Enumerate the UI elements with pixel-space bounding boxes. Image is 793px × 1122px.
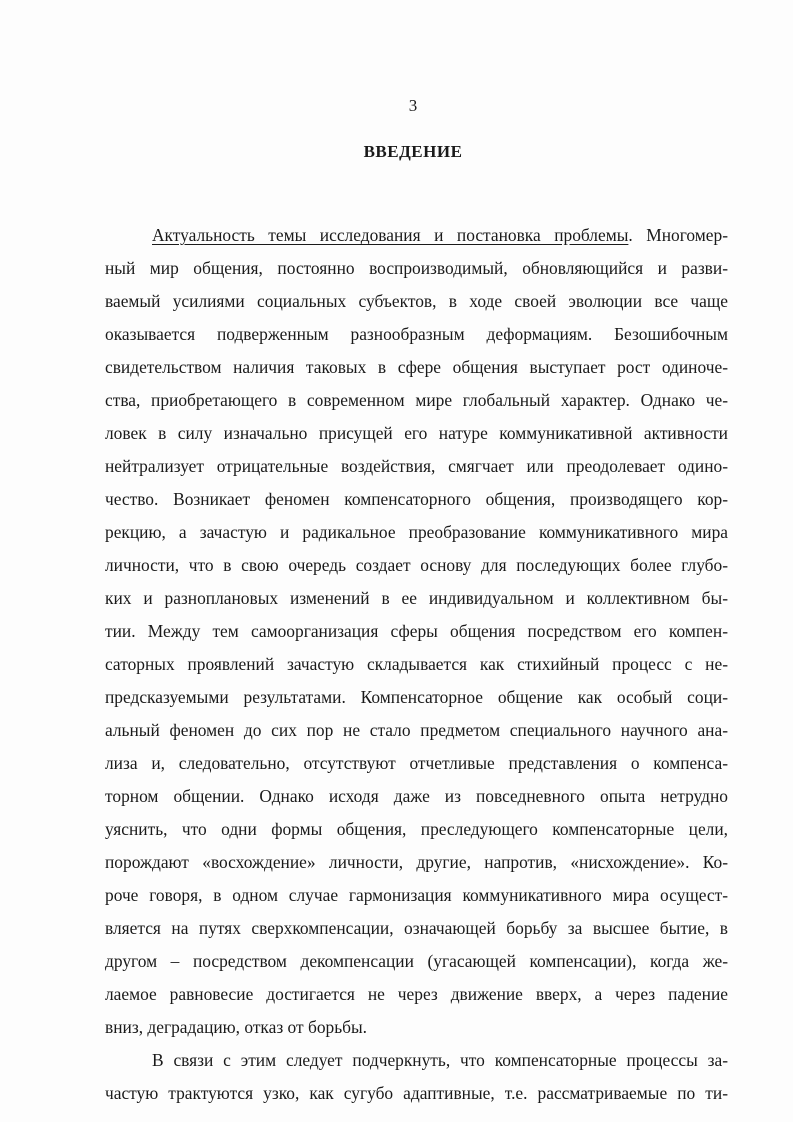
text-line: предсказуемыми результатами. Компенсаторное общение как особый соци- <box>105 687 728 707</box>
text-line: нейтрализует отрицательные воздействия, смягчает или преодолевает одино- <box>105 456 728 476</box>
text-line: В связи с этим следует подчеркнуть, что компенсаторные процессы за- <box>152 1050 728 1070</box>
text-line: ких и разноплановых изменений в ее индивидуальном и коллективном бы- <box>105 588 728 608</box>
text-line: свидетельством наличия таковых в сфере общения выступает рост одиноче- <box>105 357 728 377</box>
text-line: роче говоря, в одном случае гармонизация коммуникативного мира осущест- <box>105 885 728 905</box>
text-line: частую трактуются узко, как сугубо адаптивные, т.е. рассматриваемые по ти- <box>105 1083 728 1103</box>
section-heading: ВВЕДЕНИЕ <box>363 142 463 161</box>
text-line: оказывается подверженным разнообразным деформациям. Безошибочным <box>105 324 728 344</box>
text-line: ства, приобретающего в современном мире глобальный характер. Однако че- <box>105 390 728 410</box>
text-line <box>152 224 728 246</box>
text-line: торном общении. Однако исходя даже из повседневного опыта нетрудно <box>105 786 728 806</box>
text-line: вниз, деградацию, отказ от борьбы. <box>105 1017 368 1037</box>
text-line: альный феномен до сих пор не стало предметом специального научного ана- <box>105 720 728 740</box>
text-line: порождают «восхождение» личности, другие, напротив, «нисхождение». Ко- <box>105 852 728 872</box>
text-line: тии. Между тем самоорганизация сферы общения посредством его компен- <box>105 621 728 641</box>
underlined-topic: Актуальность темы исследования и постановка проблемы <box>152 225 629 245</box>
text-line: вляется на путях сверхкомпенсации, означающей борьбу за высшее бытие, в <box>105 918 728 938</box>
text-line: саторных проявлений зачастую складывается как стихийный процесс с не- <box>105 654 728 674</box>
text-line: чество. Возникает феномен компенсаторного общения, производящего кор- <box>105 489 728 509</box>
text-line: лиза и, следовательно, отсутствуют отчетливые представления о компенса- <box>105 753 728 773</box>
text-line: уяснить, что одни формы общения, преследующего компенсаторные цели, <box>105 819 728 839</box>
text-line: ваемый усилиями социальных субъектов, в ходе своей эволюции все чаще <box>105 291 728 311</box>
text-line-tail: . Многомер- <box>628 225 728 245</box>
text-line: лаемое равновесие достигается не через движение вверх, а через падение <box>105 984 728 1004</box>
text-line: рекцию, а зачастую и радикальное преобразование коммуникативного мира <box>105 522 728 542</box>
text-line: ловек в силу изначально присущей его натуре коммуникативной активности <box>105 423 728 443</box>
page-number: 3 <box>408 96 418 115</box>
text-line: ный мир общения, постоянно воспроизводимый, обновляющийся и разви- <box>105 258 728 278</box>
text-line: другом – посредством декомпенсации (угасающей компенсации), когда же- <box>105 951 728 971</box>
text-line: личности, что в свою очередь создает основу для последующих более глубо- <box>105 555 728 575</box>
